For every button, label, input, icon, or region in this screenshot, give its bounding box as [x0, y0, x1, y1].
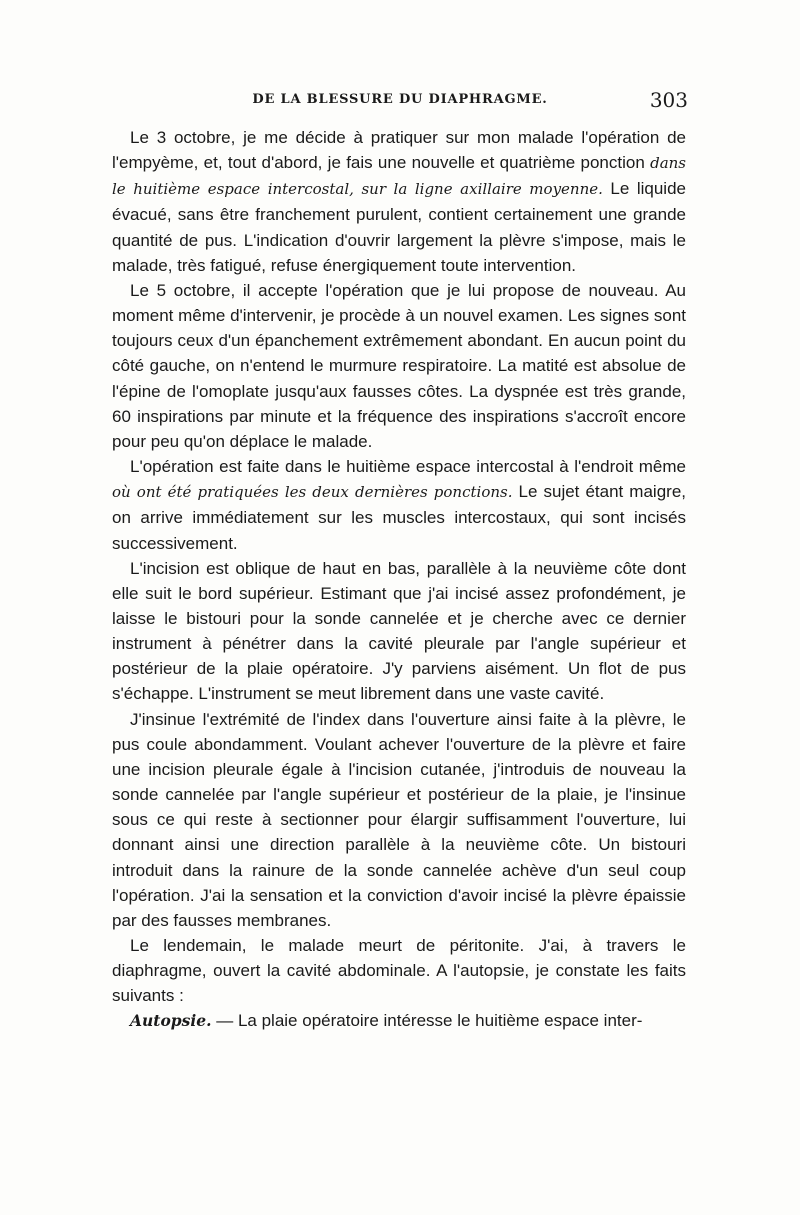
paragraph-7-text: — La plaie opératoire intéresse le huitième espace inter-: [211, 1011, 643, 1031]
paragraph-1-text-a: Le 3 octobre, je me décide à pratiquer sur mon malade l'opération de l'empyème, et, tout d'abord, je fais une nouvelle et quatrième ponction: [112, 128, 686, 173]
paragraph-2: Le 5 octobre, il accepte l'opération que je lui propose de nouveau. Au moment même d'intervenir, je procède à un nouvel examen. Les signes sont toujours ceux d'un épanchement extrêmement abondant. En aucun point du côté gauche, on n'entend le murmure respiratoire. La matité est absolue de l'épine de l'omoplate jusqu'aux fausses côtes. La dyspnée est très grande, 60 inspirations par minute et la fréquence des inspirations s'accroît encore pour peu qu'on déplace le malade.: [112, 280, 687, 451]
paragraph-3-text-a: L'opération est faite dans le huitième espace intercostal à l'endroit même: [130, 457, 686, 477]
paragraph-3-italic: où ont été pratiquées les deux dernières ponctions.: [112, 483, 513, 502]
page-header: [112, 88, 688, 120]
running-head: DE LA BLESSURE DU DIAPHRAGME.: [252, 92, 548, 107]
paragraph-3: [112, 454, 686, 556]
paragraph-5: J'insinue l'extrémité de l'index dans l'ouverture ainsi faite à la plèvre, le pus coule abondamment. Voulant achever l'ouverture de la plèvre et faire une incision pleurale égale à l'incision cutanée, j'introduis de nouveau la sonde cannelée par l'angle supérieur et postérieur de la plaie, je l'insinue sous ce qui reste à sectionner pour élargir suffisamment l'ouverture, lui donnant ainsi une direction parallèle à la neuvième côte. Un bistouri introduit dans la rainure de la sonde cannelée achève d'un seul coup l'opération. J'ai la sensation et la conviction d'avoir incisé la plèvre épaissie par des fausses membranes.: [112, 709, 686, 930]
page-number: 303: [649, 88, 688, 112]
paragraph-1-italic: dans le huitième espace intercostal, sur la ligne axillaire moyenne.: [112, 154, 686, 199]
body-text: [112, 125, 686, 1034]
autopsie-heading: Autopsie.: [130, 1011, 212, 1031]
paragraph-7: [112, 1008, 686, 1033]
paragraph-6: Le lendemain, le malade meurt de péritonite. J'ai, à travers le diaphragme, ouvert la cavité abdominale. A l'autopsie, je constate les faits suivants :: [112, 936, 686, 1006]
paragraph-4: L'incision est oblique de haut en bas, parallèle à la neuvième côte dont elle suit le bord supérieur. Estimant que j'ai incisé assez profondément, je laisse le bistouri pour la sonde cannelée et je cherche avec ce dernier instrument à pénétrer dans la cavité pleurale par l'angle supérieur et postérieur de la plaie opératoire. J'y parviens aisément. Un flot de pus s'échappe. L'instrument se meut librement dans une vaste cavité.: [112, 558, 686, 704]
paragraph-1-text-b: Le liquide évacué, sans être franchement purulent, contient certainement une grande quantité de pus. L'indication d'ouvrir largement la plèvre s'impose, mais le malade, très fatigué, refuse énergiquement toute intervention.: [112, 179, 686, 275]
paragraph-3-text-b: Le sujet étant maigre, on arrive immédiatement sur les muscles intercostaux, qui sont incisés successivement.: [112, 482, 686, 553]
paragraph-1: [112, 125, 686, 278]
